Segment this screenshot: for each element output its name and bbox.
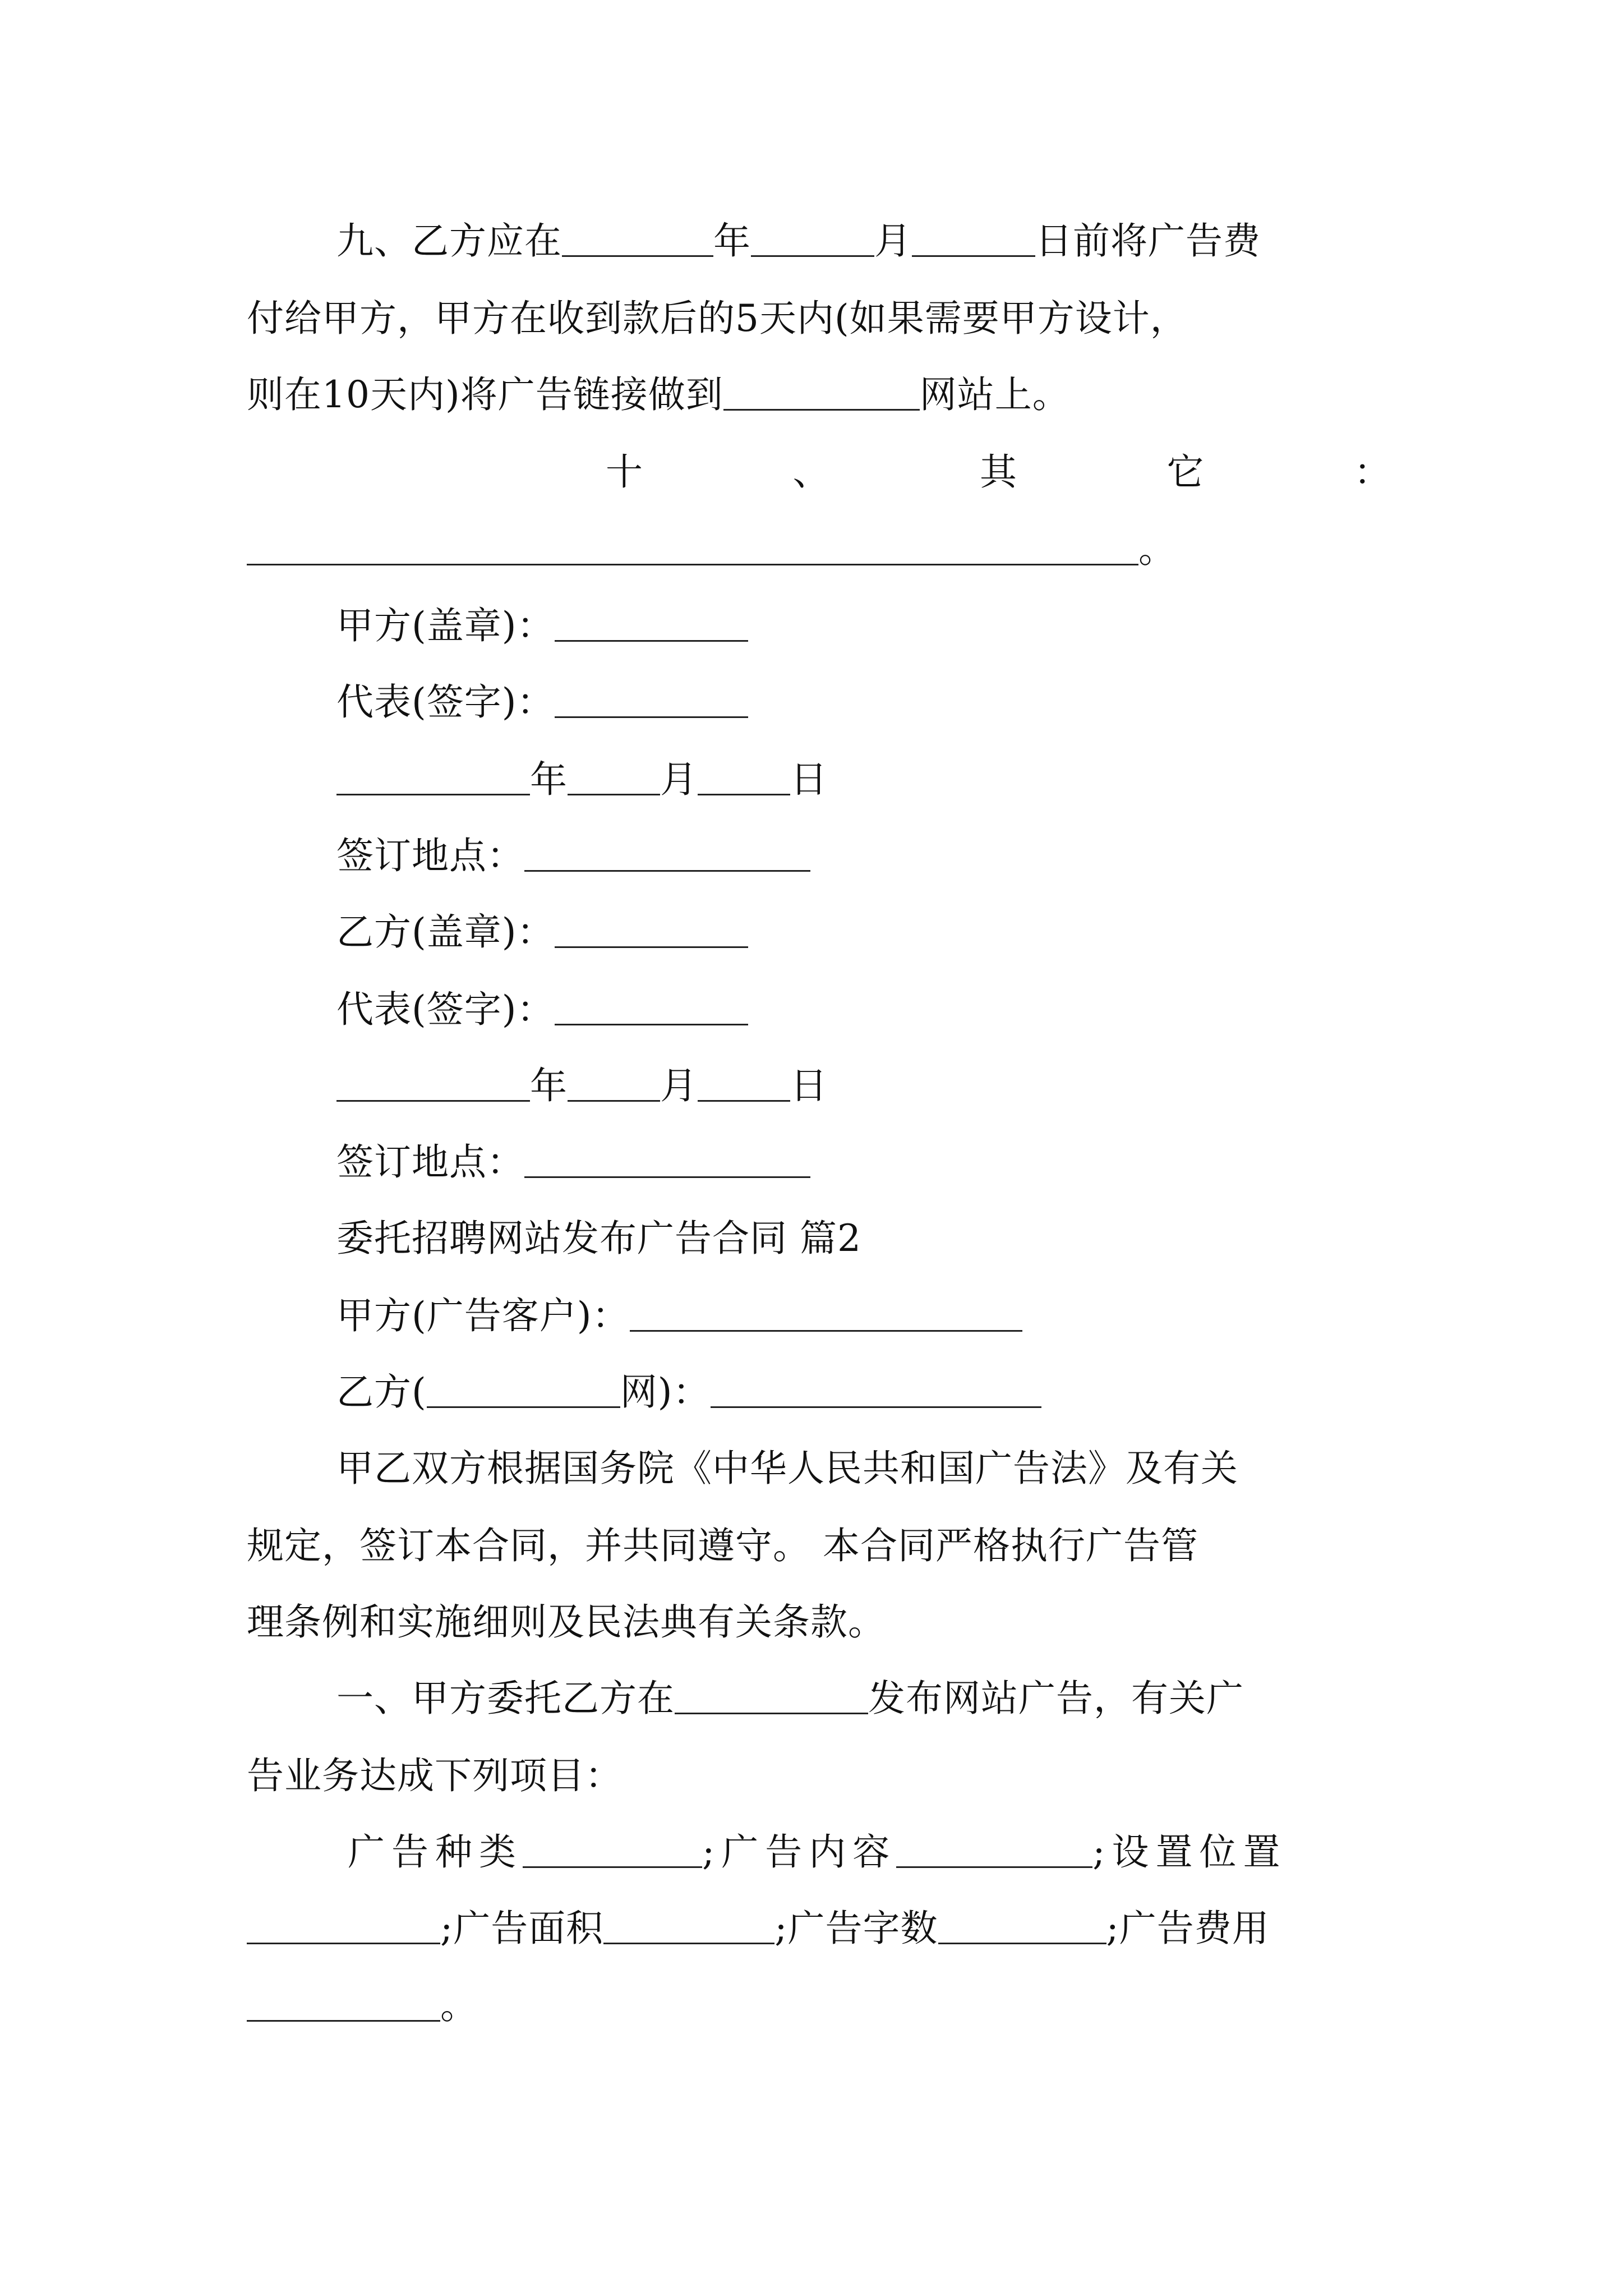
ad-words-label: ;广告字数 — [774, 1907, 938, 1950]
year-label: 年 — [713, 219, 751, 263]
contract-2-party-b-line — [336, 1364, 1041, 1420]
ad-items-line-1 — [348, 1824, 1287, 1880]
month-blank[interactable] — [751, 218, 874, 257]
day-blank[interactable] — [912, 218, 1035, 257]
month-label: 月 — [874, 219, 912, 263]
clause-9-line-3-end: 网站上。 — [919, 373, 1070, 416]
clause-1-text-b: 发布网站广告，有关广 — [868, 1677, 1244, 1720]
ad-content-label: ;广告内容 — [702, 1830, 897, 1874]
preamble-line-3: 理条例和实施细则及民法典有关条款。 — [247, 1600, 886, 1644]
party-a-year-label: 年 — [530, 758, 568, 801]
ad-position-label: ;设置位置 — [1092, 1830, 1287, 1874]
contract-2-party-b-close: 网)： — [620, 1370, 711, 1414]
clause-10-heading — [606, 444, 1391, 500]
party-a-month-blank[interactable] — [568, 757, 660, 795]
party-b-day-blank[interactable] — [698, 1063, 790, 1102]
website-blank[interactable] — [723, 372, 920, 411]
party-a-seal-label: 甲方(盖章)： — [336, 604, 555, 647]
party-a-date-line — [336, 752, 828, 808]
ad-type-label: 广告种类 — [348, 1830, 523, 1874]
clause-1-line-2: 告业务达成下列项目： — [247, 1754, 623, 1797]
ad-words-blank[interactable] — [938, 1906, 1106, 1944]
ad-fee-blank[interactable] — [247, 1983, 440, 2022]
party-a-place-blank[interactable] — [524, 833, 810, 872]
party-b-seal-line — [336, 904, 748, 960]
party-b-place-label: 签订地点： — [336, 1140, 524, 1184]
clause-1-venue-blank[interactable] — [675, 1676, 868, 1714]
party-b-month-label: 月 — [660, 1064, 698, 1107]
party-b-day-label: 日 — [790, 1064, 828, 1107]
party-b-month-blank[interactable] — [568, 1063, 660, 1102]
party-a-place-line — [336, 828, 810, 884]
contract-2-party-b-open: 乙方( — [336, 1370, 427, 1414]
ad-fee-label: ;广告费用 — [1106, 1907, 1270, 1950]
party-a-day-blank[interactable] — [698, 757, 790, 795]
ad-items-line-3 — [247, 1978, 478, 2034]
clause-9-line-3 — [247, 367, 1070, 423]
clause-9-prefix: 九、乙方应在 — [336, 219, 562, 263]
clause-9-line-3-text: 则在10天内)将广告链接做到 — [247, 373, 723, 416]
ad-items-line-2 — [247, 1901, 1270, 1957]
contract-2-party-a-line — [336, 1288, 1022, 1344]
ad-area-blank[interactable] — [603, 1906, 774, 1944]
ad-content-blank[interactable] — [896, 1829, 1092, 1868]
clause-10-char-2: 、 — [792, 450, 830, 494]
clause-9-line-1 — [336, 213, 1261, 269]
party-b-rep-label: 代表(签字)： — [336, 988, 555, 1031]
year-blank[interactable] — [562, 218, 713, 257]
party-a-year-blank[interactable] — [336, 757, 530, 795]
party-a-seal-blank[interactable] — [555, 603, 748, 642]
contract-2-site-blank[interactable] — [427, 1369, 620, 1408]
ad-type-blank[interactable] — [523, 1829, 702, 1868]
clause-10-char-1: 十 — [606, 450, 643, 494]
clause-9-day-text: 日前将广告费 — [1035, 219, 1261, 263]
clause-10-end: 。 — [1138, 528, 1176, 571]
clause-10-fill-line — [247, 522, 1176, 578]
party-a-month-label: 月 — [660, 758, 698, 801]
contract-2-party-b-blank[interactable] — [711, 1369, 1041, 1408]
party-b-place-line — [336, 1134, 810, 1190]
party-a-place-label: 签订地点： — [336, 834, 524, 877]
party-a-rep-line — [336, 674, 748, 730]
clause-1-line-1 — [336, 1671, 1244, 1727]
ad-area-label: ;广告面积 — [440, 1907, 604, 1950]
contract-2-party-a-label: 甲方(广告客户)： — [336, 1294, 630, 1337]
ad-position-blank[interactable] — [247, 1906, 440, 1944]
party-b-year-blank[interactable] — [336, 1063, 530, 1102]
party-b-rep-line — [336, 982, 748, 1038]
preamble-line-2: 规定，签订本合同，并共同遵守。 本合同严格执行广告管 — [247, 1524, 1198, 1567]
clause-10-char-3: 其 — [980, 450, 1017, 494]
other-terms-blank[interactable] — [247, 527, 1138, 565]
contract-2-title: 委托招聘网站发布广告合同 篇2 — [336, 1217, 861, 1260]
contract-2-party-a-blank[interactable] — [630, 1293, 1022, 1332]
party-a-seal-line — [336, 598, 748, 654]
clause-10-char-4: 它 — [1166, 450, 1204, 494]
clause-1-text-a: 一、甲方委托乙方在 — [336, 1677, 675, 1720]
party-a-day-label: 日 — [790, 758, 828, 801]
party-b-seal-blank[interactable] — [555, 909, 748, 948]
party-a-rep-blank[interactable] — [555, 679, 748, 718]
party-a-rep-label: 代表(签字)： — [336, 680, 555, 724]
party-b-date-line — [336, 1058, 828, 1114]
clause-10-char-5: ： — [1354, 450, 1391, 494]
party-b-seal-label: 乙方(盖章)： — [336, 910, 555, 954]
preamble-line-1: 甲乙双方根据国务院《中华人民共和国广告法》及有关 — [336, 1447, 1238, 1490]
party-b-place-blank[interactable] — [524, 1139, 810, 1178]
clause-9-line-2: 付给甲方，甲方在收到款后的5天内(如果需要甲方设计， — [247, 297, 1188, 340]
party-b-rep-blank[interactable] — [555, 987, 748, 1025]
ad-items-end: 。 — [440, 1984, 478, 2027]
party-b-year-label: 年 — [530, 1064, 568, 1107]
